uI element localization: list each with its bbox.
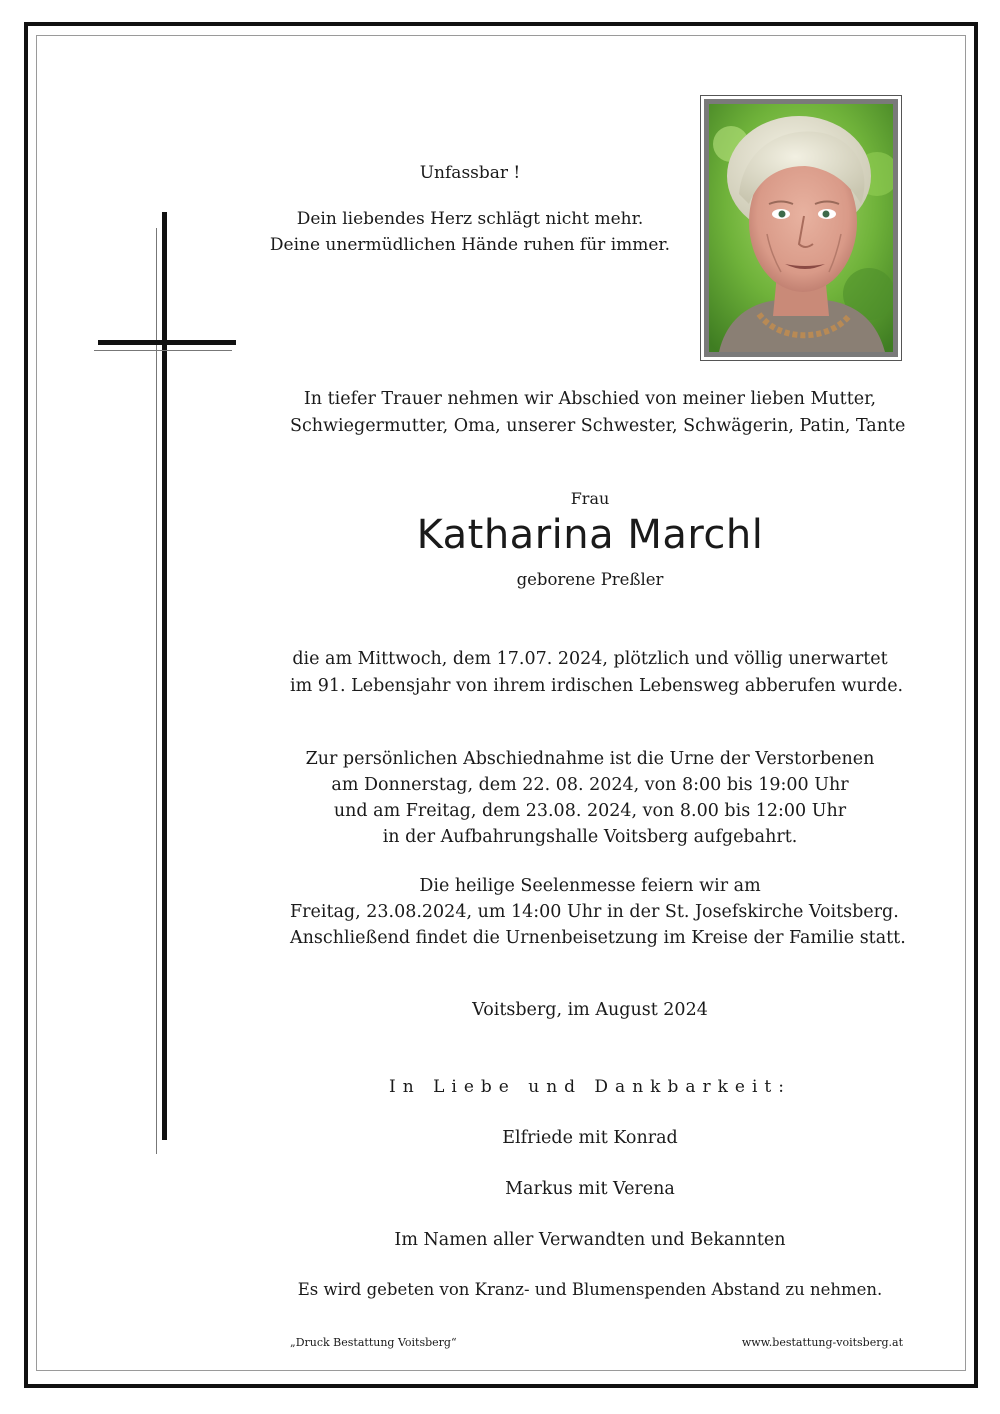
portrait-mat xyxy=(704,99,898,357)
portrait-photo xyxy=(709,104,893,352)
deceased-name: Katharina Marchl xyxy=(416,512,764,558)
mass-paragraph xyxy=(290,873,906,951)
viewing-line: und am Freitag, dem 23.08. 2024, von 8.00 bis 12:00 Uhr xyxy=(333,801,847,821)
lament-line: Dein liebendes Herz schlägt nicht mehr. xyxy=(296,209,644,229)
mourner-name: Im Namen aller Verwandten und Bekannten xyxy=(394,1230,786,1250)
salutation: Frau xyxy=(570,489,610,508)
death-paragraph xyxy=(290,646,904,700)
place-date: Voitsberg, im August 2024 xyxy=(472,1000,708,1020)
cross-shadow-horizontal xyxy=(94,350,232,351)
viewing-line: Zur persönlichen Abschiednahme ist die Urne der Verstorbenen xyxy=(305,749,875,769)
mass-line: Die heilige Seelenmesse feiern wir am xyxy=(419,876,761,896)
mass-line: Freitag, 23.08.2024, um 14:00 Uhr in der St. Josefskirche Voitsberg. xyxy=(290,902,899,922)
lament-line: Deine unermüdlichen Hände ruhen für immer. xyxy=(269,235,671,255)
intro-line: Schwiegermutter, Oma, unserer Schwester, Schwägerin, Patin, Tante xyxy=(290,416,906,436)
viewing-line: am Donnerstag, dem 22. 08. 2024, von 8:00 bis 19:00 Uhr xyxy=(331,775,849,795)
death-line: die am Mittwoch, dem 17.07. 2024, plötzlich und völlig unerwartet xyxy=(292,649,888,669)
cross-beam-horizontal xyxy=(98,340,236,345)
mourners-heading: In Liebe und Dankbarkeit: xyxy=(389,1077,791,1097)
viewing-paragraph xyxy=(290,746,890,850)
website-link[interactable]: www.bestattung-voitsberg.at xyxy=(741,1336,903,1349)
birth-name: geborene Preßler xyxy=(516,570,664,589)
opening-exclamation: Unfassbar ! xyxy=(419,163,521,183)
mourner-name: Elfriede mit Konrad xyxy=(502,1128,678,1148)
intro-line: In tiefer Trauer nehmen wir Abschied von meiner lieben Mutter, xyxy=(303,389,877,409)
portrait-frame xyxy=(700,95,902,361)
donation-request: Es wird gebeten von Kranz- und Blumenspenden Abstand zu nehmen. xyxy=(297,1280,883,1299)
mourner-name: Markus mit Verena xyxy=(505,1179,675,1199)
cross-beam-vertical xyxy=(162,212,167,1140)
cross-shadow-vertical xyxy=(156,228,157,1154)
printer-credit: „Druck Bestattung Voitsberg“ xyxy=(290,1336,457,1349)
death-line: im 91. Lebensjahr von ihrem irdischen Lebensweg abberufen wurde. xyxy=(290,676,904,696)
lament-verse xyxy=(250,206,690,258)
intro-paragraph xyxy=(290,386,906,440)
viewing-line: in der Aufbahrungshalle Voitsberg aufgebahrt. xyxy=(382,827,798,847)
mass-line: Anschließend findet die Urnenbeisetzung im Kreise der Familie statt. xyxy=(290,928,906,948)
